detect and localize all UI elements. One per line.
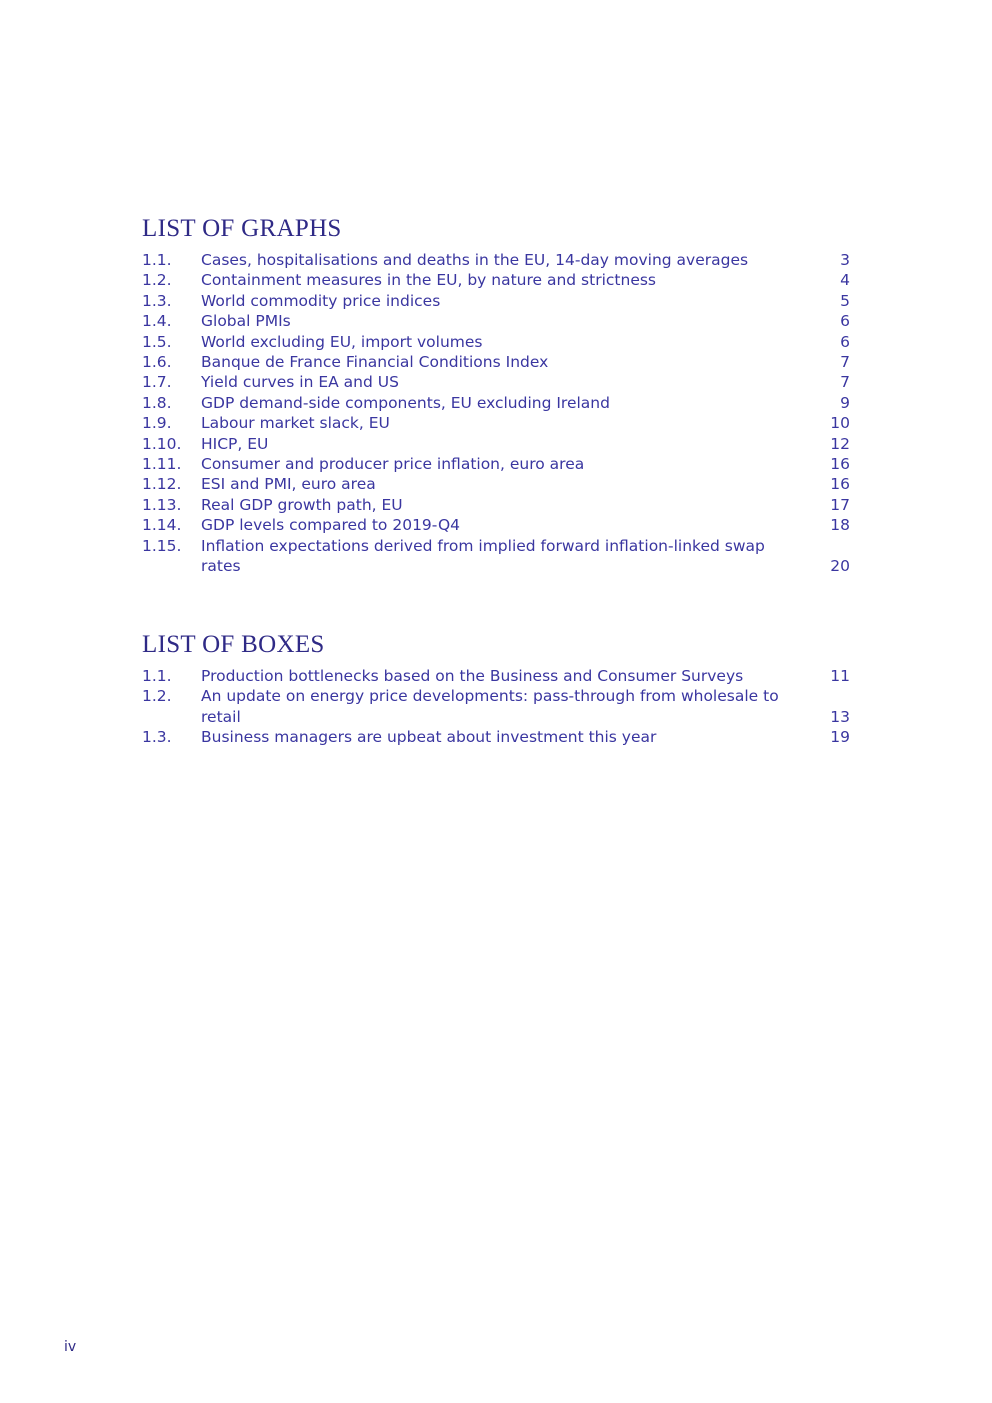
toc-entry-page: 16 bbox=[830, 475, 850, 494]
toc-entry-title: Consumer and producer price inflation, euro area bbox=[201, 455, 585, 474]
toc-entry-number: 1.13. bbox=[142, 495, 182, 514]
toc-entry-page: 7 bbox=[840, 353, 850, 372]
toc-entry[interactable] bbox=[142, 454, 850, 474]
toc-entry-title: World excluding EU, import volumes bbox=[201, 332, 483, 351]
toc-entry-number: 1.14. bbox=[142, 516, 182, 535]
toc-entry-number: 1.4. bbox=[142, 312, 172, 331]
toc-entry[interactable] bbox=[142, 434, 850, 454]
toc-entry-page: 16 bbox=[830, 455, 850, 474]
toc-entry[interactable] bbox=[142, 666, 850, 686]
toc-entry-title: HICP, EU bbox=[201, 434, 269, 453]
toc-entry-number: 1.12. bbox=[142, 475, 182, 494]
toc-entry[interactable] bbox=[142, 727, 850, 747]
toc-entry-number: 1.7. bbox=[142, 373, 172, 392]
toc-entry-page: 4 bbox=[840, 271, 850, 290]
toc-entry-title: Global PMIs bbox=[201, 312, 291, 331]
toc-entry-page: 10 bbox=[830, 414, 850, 433]
toc-entry-number: 1.11. bbox=[142, 455, 182, 474]
toc-entry-number: 1.15. bbox=[142, 536, 182, 555]
toc-entry-title: GDP levels compared to 2019-Q4 bbox=[201, 516, 461, 535]
toc-entry-page: 9 bbox=[840, 393, 850, 412]
toc-entry-page: 11 bbox=[830, 667, 850, 685]
toc-entry-title: ESI and PMI, euro area bbox=[201, 475, 376, 494]
toc-entry[interactable] bbox=[142, 372, 850, 392]
toc-entry-page: 3 bbox=[840, 251, 850, 269]
toc-entry-number: 1.6. bbox=[142, 353, 172, 372]
toc-entry-page: 19 bbox=[830, 728, 850, 747]
toc-entry-number: 1.5. bbox=[142, 332, 172, 351]
toc-entry-page: 17 bbox=[830, 495, 850, 514]
toc-entry-title: Cases, hospitalisations and deaths in the EU, 14-day moving averages bbox=[201, 251, 749, 269]
list-of-boxes bbox=[142, 629, 850, 748]
toc-entry-number: 1.2. bbox=[142, 271, 172, 290]
toc-entry-number: 1.8. bbox=[142, 393, 172, 412]
toc-entry-number: 1.3. bbox=[142, 291, 172, 310]
toc-entry-title: Banque de France Financial Conditions Index bbox=[201, 353, 549, 372]
toc-entry-number: 1.9. bbox=[142, 414, 172, 433]
toc-entry[interactable] bbox=[142, 270, 850, 290]
toc-entry[interactable] bbox=[142, 686, 850, 727]
toc-entry[interactable] bbox=[142, 332, 850, 352]
toc-entry-title: Labour market slack, EU bbox=[201, 414, 390, 433]
toc-entry-page: 12 bbox=[830, 434, 850, 453]
graphs-entries bbox=[142, 250, 850, 577]
toc-entry-title: Inflation expectations derived from implied forward inflation-linked swap rates bbox=[201, 536, 765, 576]
toc-entry-title: World commodity price indices bbox=[201, 291, 441, 310]
toc-entry-page: 6 bbox=[840, 312, 850, 331]
boxes-entries bbox=[142, 666, 850, 748]
list-of-boxes-heading: LIST OF BOXES bbox=[142, 631, 325, 658]
toc-entry-title: Yield curves in EA and US bbox=[201, 373, 399, 392]
toc-entry-page: 5 bbox=[840, 291, 850, 310]
toc-entry[interactable] bbox=[142, 474, 850, 494]
toc-entry-title: Business managers are upbeat about investment this year bbox=[201, 728, 657, 747]
toc-entry-title: Production bottlenecks based on the Business and Consumer Surveys bbox=[201, 667, 744, 685]
list-of-graphs bbox=[142, 213, 850, 577]
toc-entry-number: 1.3. bbox=[142, 728, 172, 747]
toc-entry-number: 1.1. bbox=[142, 251, 172, 269]
toc-entry-page: 7 bbox=[840, 373, 850, 392]
toc-entry[interactable] bbox=[142, 352, 850, 372]
toc-entry[interactable] bbox=[142, 413, 850, 433]
toc-entry-page: 20 bbox=[830, 557, 850, 576]
toc-entry[interactable] bbox=[142, 311, 850, 331]
toc-entry-title: An update on energy price developments: pass-through from wholesale to retail bbox=[201, 687, 779, 726]
toc-entry-page: 13 bbox=[830, 707, 850, 726]
toc-entry-title: GDP demand-side components, EU excluding Ireland bbox=[201, 393, 610, 412]
page-number: iv bbox=[64, 1339, 77, 1355]
toc-entry-number: 1.1. bbox=[142, 667, 172, 685]
toc-entry-title: Containment measures in the EU, by nature and strictness bbox=[201, 271, 657, 290]
toc-entry-page: 6 bbox=[840, 332, 850, 351]
toc-entry-title: Real GDP growth path, EU bbox=[201, 495, 403, 514]
list-of-graphs-heading: LIST OF GRAPHS bbox=[142, 215, 342, 242]
toc-entry-number: 1.10. bbox=[142, 434, 182, 453]
toc-entry[interactable] bbox=[142, 291, 850, 311]
toc-entry[interactable] bbox=[142, 250, 850, 270]
toc-entry-number: 1.2. bbox=[142, 687, 172, 706]
toc-entry[interactable] bbox=[142, 495, 850, 515]
toc-entry[interactable] bbox=[142, 515, 850, 535]
toc-entry[interactable] bbox=[142, 393, 850, 413]
toc-entry-page: 18 bbox=[830, 516, 850, 535]
toc-entry[interactable] bbox=[142, 536, 850, 577]
